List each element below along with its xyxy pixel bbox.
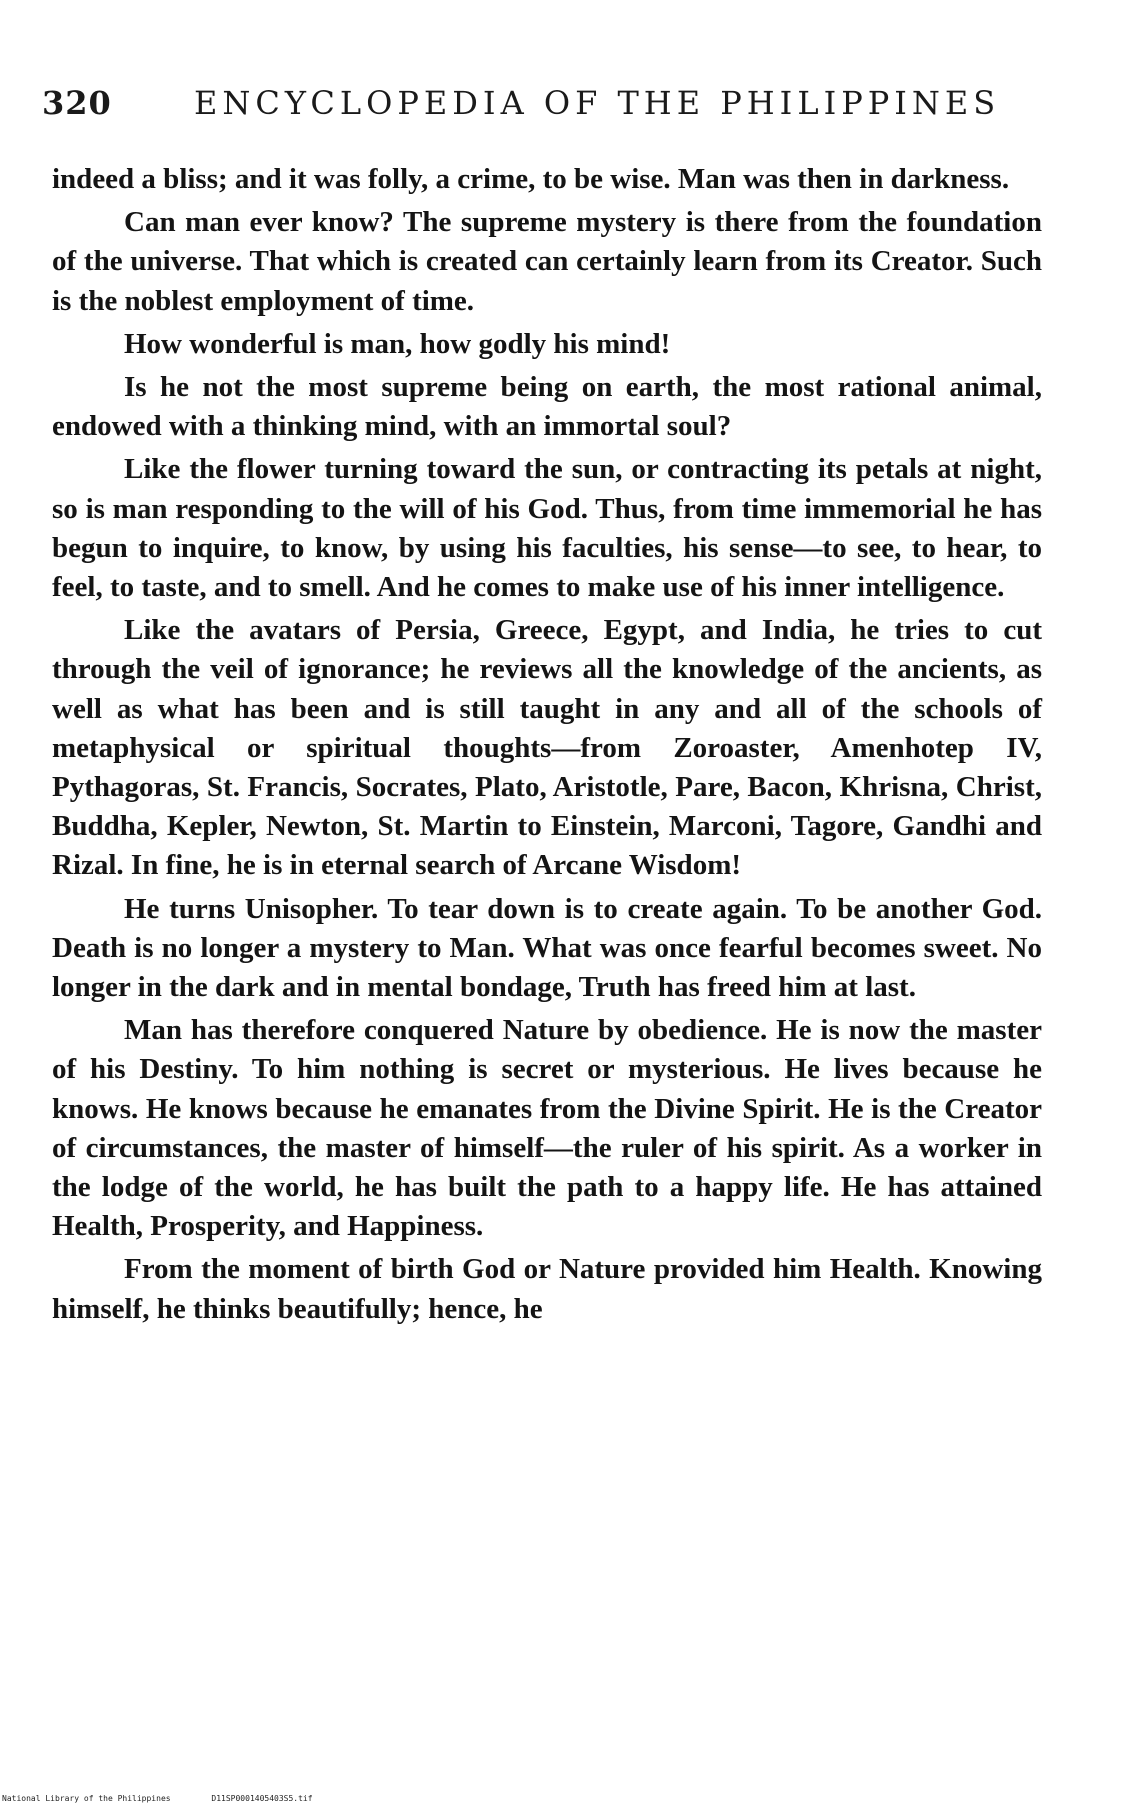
body-text bbox=[52, 160, 1042, 1333]
paragraph: Like the flower turning toward the sun, or contracting its petals at night, so is man responding to the will of his God. Thus, from time immemorial he has begun to inquire, to know, by using his faculties, his sense—to see, to hear, to feel, to taste, and to smell. And he comes to make use of his inner intelligence. bbox=[52, 453, 1042, 604]
library-credit: National Library of the Philippines bbox=[2, 1794, 171, 1803]
paragraph: From the moment of birth God or Nature provided him Health. Knowing himself, he thinks beautifully; hence, he bbox=[52, 1253, 1042, 1325]
paragraph: He turns Unisopher. To tear down is to create again. To be another God. Death is no longer a mystery to Man. What was once fearful becomes sweet. No longer in the dark and in mental bondage, Truth has freed him at last. bbox=[52, 892, 1042, 1004]
paragraph-continuation: indeed a bliss; and it was folly, a crime, to be wise. Man was then in darkness. bbox=[52, 163, 1010, 195]
paragraph: Like the avatars of Persia, Greece, Egypt, and India, he tries to cut through the veil of ignorance; he reviews all the knowledge of the ancients, as well as what has been and is still taught in any and all of the schools of metaphysical or spiritual thoughts—from Zoroaster, Amenhotep IV, Pythagoras, St. Francis, Socrates, Plato, Aristotle, Pare, Bacon, Khrisna, Christ, Buddha, Kepler, Newton, St. Martin to Einstein, Marconi, Tagore, Gandhi and Rizal. In fine, he is in eternal search of Arcane Wisdom! bbox=[52, 614, 1042, 882]
scan-footer bbox=[2, 1794, 313, 1803]
paragraph: Man has therefore conquered Nature by obedience. He is now the master of his Destiny. To him nothing is secret or mysterious. He lives because he knows. He knows because he emanates from the Divine Spirit. He is the Creator of circumstances, the master of himself—the ruler of his spirit. As a worker in the lodge of the world, he has built the path to a happy life. He has attained Health, Prosperity, and Happiness. bbox=[52, 1014, 1042, 1243]
page-number: 320 bbox=[42, 84, 112, 122]
running-title: ENCYCLOPEDIA OF THE PHILIPPINES bbox=[194, 84, 1001, 122]
paragraph: Is he not the most supreme being on earth, the most rational animal, endowed with a thinking mind, with an immortal soul? bbox=[52, 371, 1042, 443]
paragraph: How wonderful is man, how godly his mind! bbox=[124, 327, 671, 360]
paragraph: Can man ever know? The supreme mystery is there from the foundation of the universe. That which is created can certainly learn from its Creator. Such is the noblest employment of time. bbox=[52, 206, 1042, 317]
file-id: D11SP0001405403S5.tif bbox=[211, 1794, 313, 1803]
running-header bbox=[42, 84, 1042, 124]
